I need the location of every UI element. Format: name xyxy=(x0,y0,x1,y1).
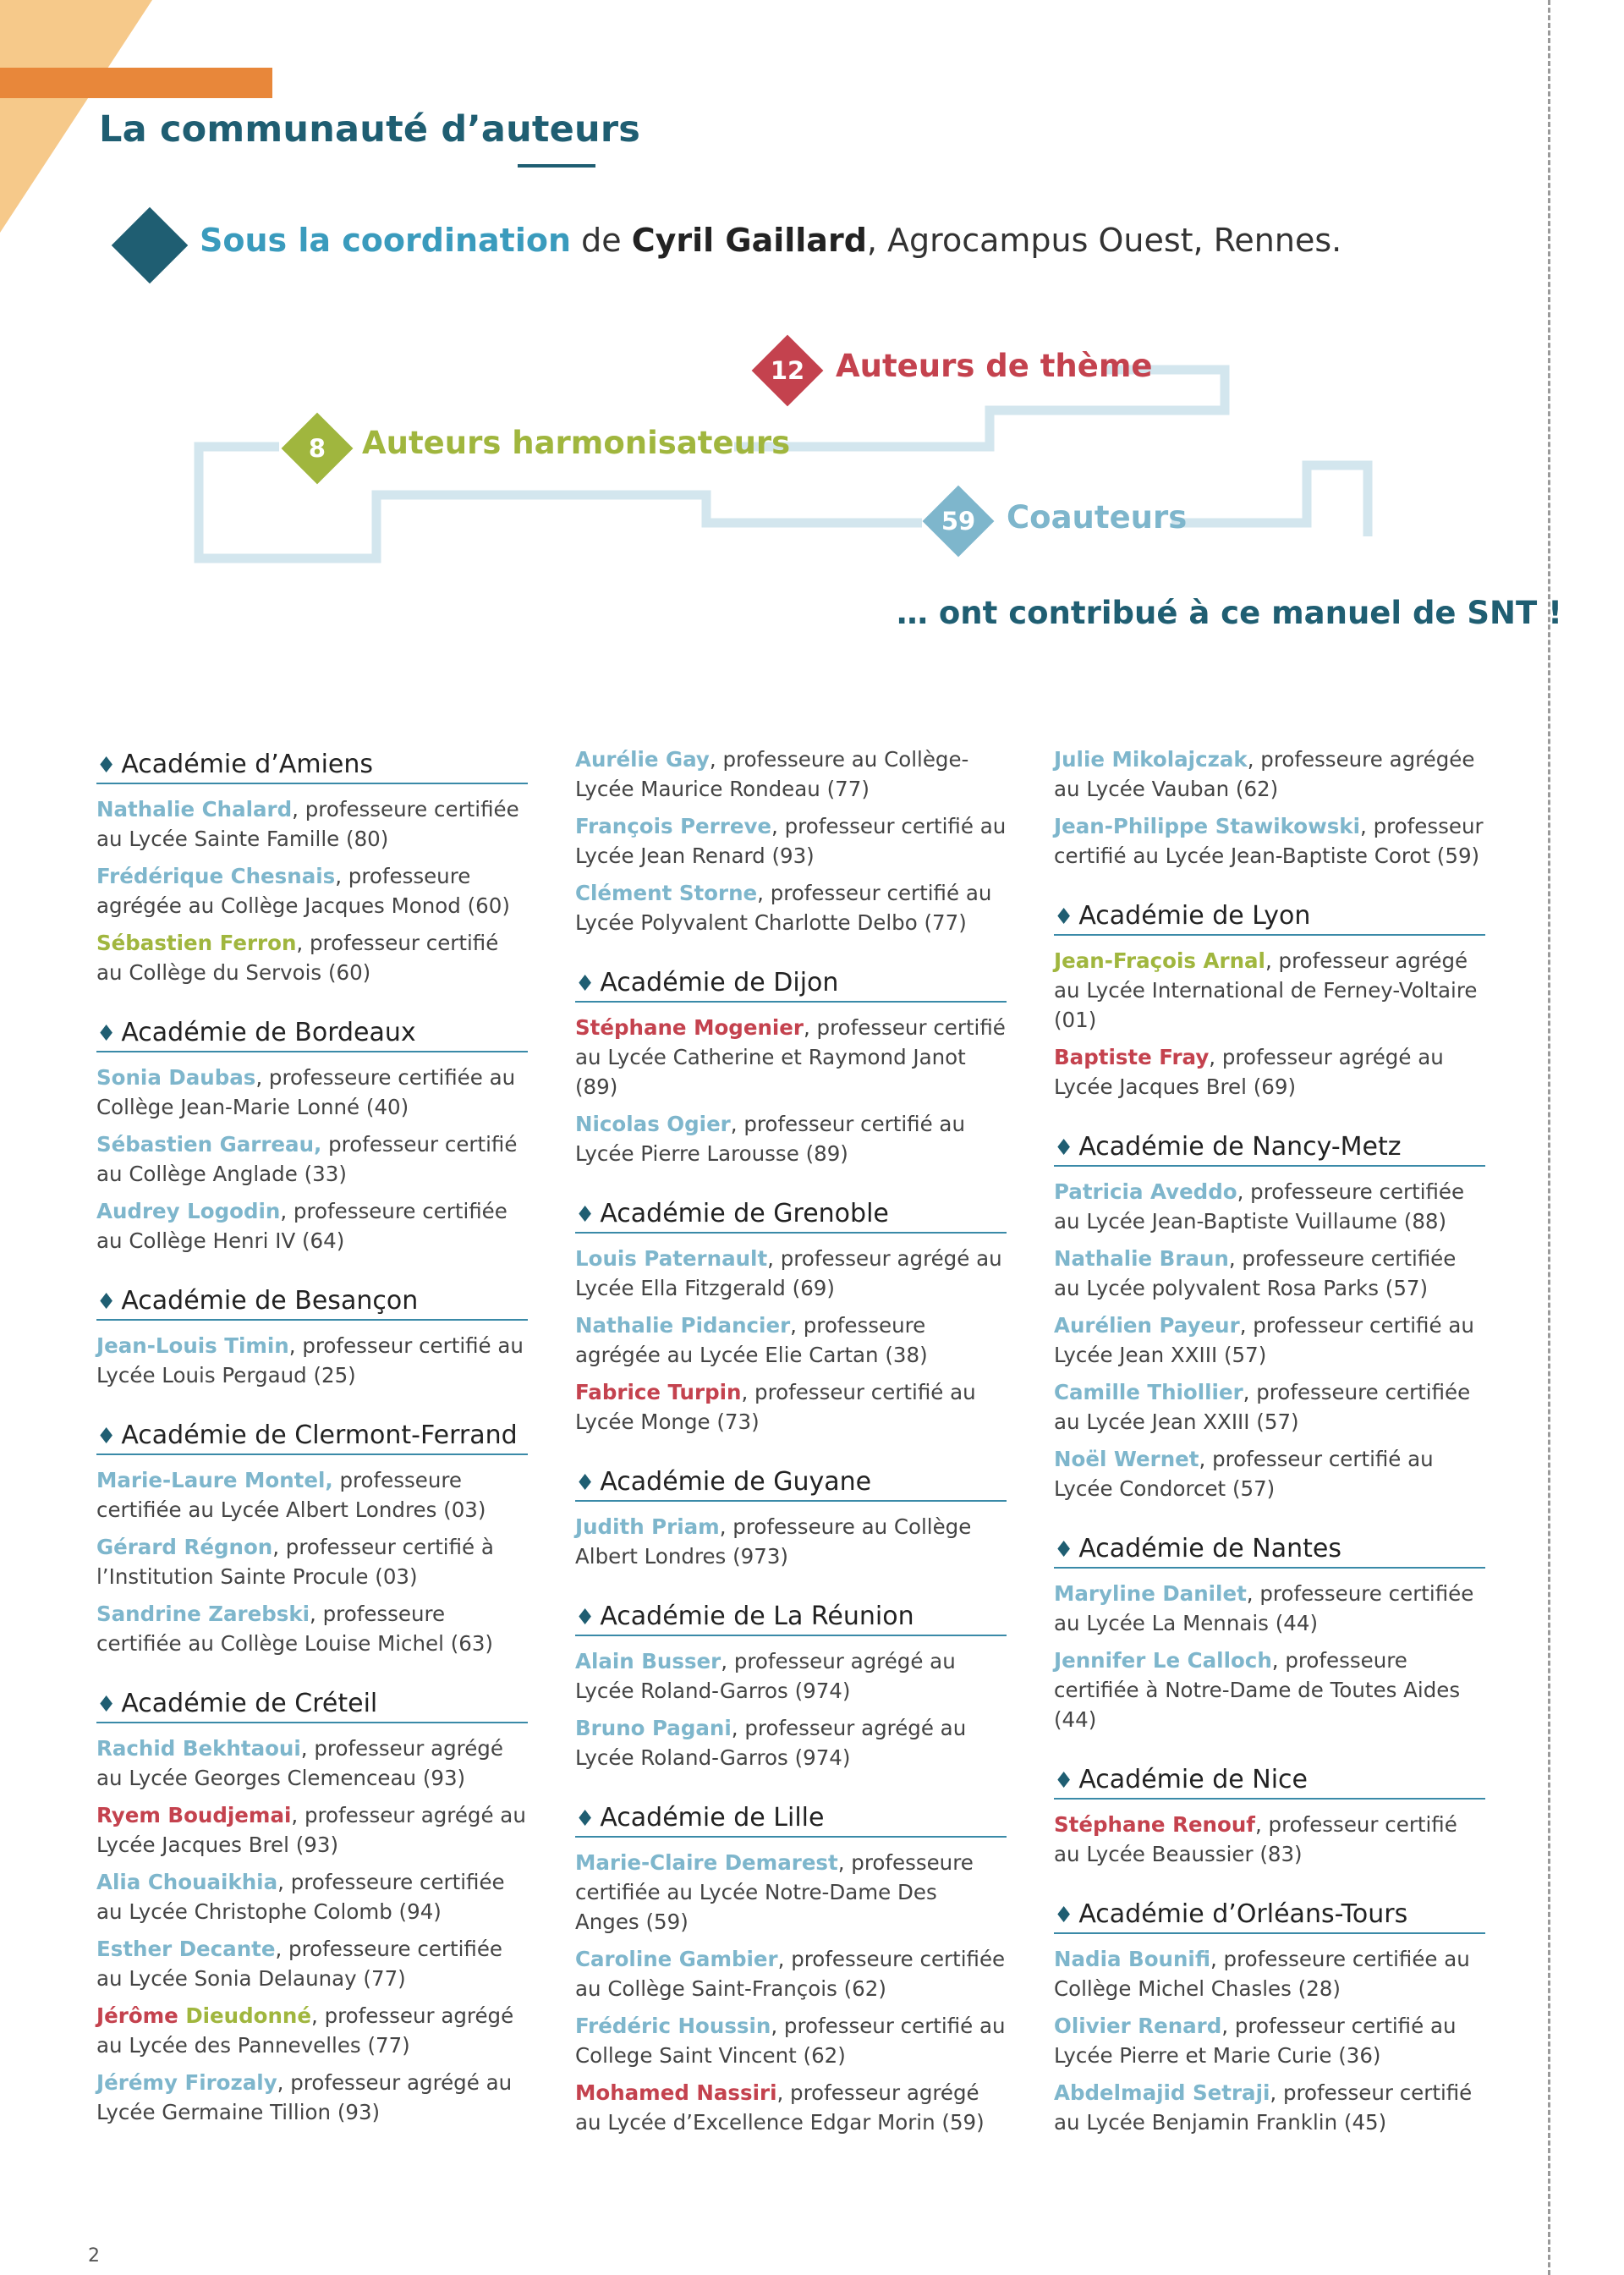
contributor-name: Rachid Bekhtaoui xyxy=(96,1736,301,1761)
contributor-role: professeur certifié au Collège Anglade (33) xyxy=(96,1132,518,1186)
contributor-name: Olivier Renard xyxy=(1054,2014,1222,2038)
contributor-entry xyxy=(1054,1177,1485,1236)
contributor-name: Jérôme xyxy=(96,2003,178,2028)
contributor-role: , professeure certifiée au Lycée Notre-Dame Des Anges (59) xyxy=(575,1850,974,1934)
contributor-name: Maryline Danilet xyxy=(1054,1581,1247,1606)
contributor-entry xyxy=(1054,811,1485,871)
coordinator-name: Cyril Gaillard xyxy=(631,222,867,259)
contributor-role: , professeur agrégé au Lycée Jacques Brel (93) xyxy=(96,1803,526,1857)
contributor-name: Nathalie Chalard xyxy=(96,797,293,822)
contributor-role: , professeur certifié à l’Institution Sainte Procule (03) xyxy=(96,1535,494,1589)
contributor-name: Marie-Laure Montel, xyxy=(96,1468,333,1492)
academy-heading-text: Académie d’Orléans-Tours xyxy=(1078,1899,1408,1929)
contributor-name: Alia Chouaikhia xyxy=(96,1870,278,1894)
academy-heading-text: Académie de Besançon xyxy=(121,1286,419,1316)
contributor-entry xyxy=(1054,1944,1485,2003)
contributor-name: Louis Paternault xyxy=(575,1246,768,1271)
contributor-role: , professeure agrégée au Lycée Vauban (62) xyxy=(1054,747,1475,801)
contributor-role: , professeur certifié au Lycée Benjamin Franklin (45) xyxy=(1054,2080,1473,2135)
contributor-entry xyxy=(96,1331,528,1390)
academy-heading-text: Académie de Nancy-Metz xyxy=(1078,1132,1402,1162)
contributor-entry xyxy=(575,1311,1007,1370)
contributor-entry xyxy=(96,928,528,987)
contributor-name: Bruno Pagani xyxy=(575,1716,732,1740)
contributor-role: , professeur certifié au Lycée Polyvalent Charlotte Delbo (77) xyxy=(575,881,992,935)
contributor-name: Stéphane Mogenier xyxy=(575,1015,804,1040)
contributor-entry xyxy=(96,1129,528,1189)
contributor-entry xyxy=(96,1196,528,1256)
academy-heading-text: Académie de La Réunion xyxy=(600,1602,914,1631)
contributor-name: Camille Thiollier xyxy=(1054,1380,1243,1404)
contributor-entry xyxy=(96,1734,528,1793)
contributor-entry xyxy=(96,1532,528,1591)
contributor-entry xyxy=(96,1599,528,1658)
academy-heading xyxy=(96,1286,528,1321)
academy-heading xyxy=(575,1199,1007,1234)
contributor-role: , professeure certifiée au Lycée Christophe Colomb (94) xyxy=(96,1870,505,1924)
contributor-entry xyxy=(575,745,1007,804)
contributor-entry xyxy=(1054,1244,1485,1303)
contributor-entry xyxy=(96,2068,528,2127)
contributor-role: , professeur agrégé au Lycée Roland-Garros (974) xyxy=(575,1649,956,1703)
contributor-name: Alain Busser xyxy=(575,1649,721,1673)
contribution-tagline: … ont contribué à ce manuel de SNT ! xyxy=(897,595,1563,631)
contributor-role: , professeur certifié au Collège du Servois (60) xyxy=(96,931,499,985)
contributor-name: Stéphane Renouf xyxy=(1054,1812,1255,1837)
contributor-entry xyxy=(1054,745,1485,804)
diamond-bullet-icon: ♦ xyxy=(96,753,117,778)
contributor-role: , professeur agrégé au Lycée Georges Clemenceau (93) xyxy=(96,1736,503,1790)
contributor-name: Julie Mikolajczak xyxy=(1054,747,1248,772)
academy-heading-text: Académie de Grenoble xyxy=(600,1199,889,1228)
contributor-entry xyxy=(575,1944,1007,2003)
contributors-column-2 xyxy=(575,745,1007,2145)
contributor-entry xyxy=(96,1934,528,1993)
contributor-name: Jérémy Firozaly xyxy=(96,2070,277,2095)
contributor-name: Marie-Claire Demarest xyxy=(575,1850,838,1875)
contributor-role: , professeur agrégé au Lycée des Pannevelles (77) xyxy=(96,2003,514,2058)
diamond-bullet-icon: ♦ xyxy=(96,1289,117,1315)
academy-heading-text: Académie de Créteil xyxy=(121,1689,378,1718)
diamond-bullet-icon: ♦ xyxy=(1054,1903,1074,1928)
academy-heading xyxy=(575,1803,1007,1838)
contributor-role: , professeur certifié au Lycée Louis Pergaud (25) xyxy=(96,1333,524,1388)
contributor-entry xyxy=(1054,1377,1485,1437)
contributor-role: , professeur certifié au Lycée Jean XXIII (57) xyxy=(1054,1313,1474,1367)
contributor-name: Judith Priam xyxy=(575,1514,720,1539)
academy-heading xyxy=(96,1018,528,1052)
contributor-role: , professeur certifié au Lycée Beaussier (83) xyxy=(1054,1812,1457,1866)
contributor-role: , professeur certifié au Lycée Pierre Larousse (89) xyxy=(575,1112,965,1166)
contributor-role: , professeure agrégée au Collège Jacques Monod (60) xyxy=(96,864,510,918)
contributor-role: , professeur agrégé au Lycée Roland-Garros (974) xyxy=(575,1716,967,1770)
contributor-name: Ryem Boudjemai xyxy=(96,1803,292,1827)
contributor-role: , professeure certifiée à Notre-Dame de Toutes Aides (44) xyxy=(1054,1648,1461,1732)
contributor-entry xyxy=(1054,946,1485,1035)
academy-heading xyxy=(1054,1899,1485,1934)
academy-heading-text: Académie de Bordeaux xyxy=(121,1018,416,1047)
contributor-entry xyxy=(575,1244,1007,1303)
contributor-name: Nicolas Ogier xyxy=(575,1112,731,1136)
contributor-name: Sébastien Garreau, xyxy=(96,1132,322,1157)
harmonisateurs-count: 8 xyxy=(308,434,326,463)
contributor-entry xyxy=(96,1063,528,1122)
diamond-bullet-icon: ♦ xyxy=(1054,1768,1074,1794)
contributor-entry xyxy=(96,2001,528,2060)
contributor-entry xyxy=(575,878,1007,937)
theme-label: Auteurs de thème xyxy=(836,348,1153,384)
academy-heading-text: Académie de Clermont-Ferrand xyxy=(121,1421,518,1450)
contributor-role: , professeur certifié au Lycée Monge (73) xyxy=(575,1380,976,1434)
diamond-bullet-icon: ♦ xyxy=(1054,1537,1074,1563)
contributors-column-1 xyxy=(96,745,528,2135)
contributor-name: Caroline Gambier xyxy=(575,1947,778,1971)
contributor-name: Nathalie Pidancier xyxy=(575,1313,791,1338)
academy-heading-text: Académie de Nice xyxy=(1078,1765,1309,1794)
contributor-entry xyxy=(575,1377,1007,1437)
page-edge-dashed-line xyxy=(1548,0,1550,2275)
contributor-name: Jennifer Le Calloch xyxy=(1054,1648,1272,1673)
contributor-entry xyxy=(96,1465,528,1525)
contributor-role: , professeure certifiée au Lycée Jean-Baptiste Vuillaume (88) xyxy=(1054,1179,1465,1234)
contributor-entry xyxy=(575,1013,1007,1102)
title-underline xyxy=(518,164,595,168)
contributor-name: Clément Storne xyxy=(575,881,758,905)
diamond-bullet-icon: ♦ xyxy=(575,1202,595,1228)
contributor-entry xyxy=(575,2011,1007,2070)
contributor-role: , professeure certifiée au Lycée polyvalent Rosa Parks (57) xyxy=(1054,1246,1457,1300)
academy-heading xyxy=(1054,1132,1485,1167)
diamond-bullet-icon: ♦ xyxy=(575,1806,595,1832)
academy-heading xyxy=(1054,1765,1485,1800)
contributor-name: Baptiste Fray xyxy=(1054,1045,1210,1069)
contributor-name: Mohamed Nassiri xyxy=(575,2080,777,2105)
academy-heading xyxy=(1054,1534,1485,1569)
contributor-entry xyxy=(96,1867,528,1926)
academy-heading-text: Académie d’Amiens xyxy=(121,750,373,779)
contributor-entry xyxy=(575,1512,1007,1571)
contributor-entry xyxy=(575,1713,1007,1772)
contributor-name: Sandrine Zarebski xyxy=(96,1602,310,1626)
diamond-bullet-icon: ♦ xyxy=(575,1470,595,1496)
academy-heading xyxy=(575,1467,1007,1502)
contributor-entry xyxy=(1054,1646,1485,1734)
contributor-role: , professeur certifié au College Saint Vincent (62) xyxy=(575,2014,1006,2068)
contributor-name: Dieudonné xyxy=(178,2003,311,2028)
page-title: La communauté d’auteurs xyxy=(99,108,641,151)
contributor-role: , professeure agrégée au Lycée Elie Cartan (38) xyxy=(575,1313,928,1367)
academy-heading-text: Académie de Guyane xyxy=(600,1467,872,1497)
coauteurs-label: Coauteurs xyxy=(1007,499,1188,536)
contributor-name: Fabrice Turpin xyxy=(575,1380,742,1404)
coordination-line xyxy=(200,222,1341,259)
harmonisateurs-label: Auteurs harmonisateurs xyxy=(362,425,791,461)
contributor-name: Abdelmajid Setraji xyxy=(1054,2080,1270,2105)
contributor-name: Noël Wernet xyxy=(1054,1447,1199,1471)
contributor-name: Frédéric Houssin xyxy=(575,2014,771,2038)
academy-heading-text: Académie de Dijon xyxy=(600,968,839,997)
coordination-affiliation: , Agrocampus Ouest, Rennes. xyxy=(866,222,1342,259)
contributor-role: , professeure certifiée au Lycée Sonia Delaunay (77) xyxy=(96,1937,502,1991)
contributor-name: Sébastien Ferron xyxy=(96,931,297,955)
contributor-name: Aurélien Payeur xyxy=(1054,1313,1240,1338)
contributor-entry xyxy=(96,794,528,854)
contributor-name: Jean-Philippe Stawikowski xyxy=(1054,814,1360,838)
contributor-role: , professeure au Collège Albert Londres (973) xyxy=(575,1514,972,1569)
diamond-bullet-icon: ♦ xyxy=(96,1692,117,1717)
academy-heading xyxy=(575,968,1007,1003)
contributor-name: Frédérique Chesnais xyxy=(96,864,336,888)
contributor-name: Jean-Fraçois Arnal xyxy=(1054,948,1265,973)
contributor-entry xyxy=(1054,1579,1485,1638)
academy-heading xyxy=(1054,901,1485,936)
contributor-role: , professeur agrégé au Lycée International de Ferney-Voltaire (01) xyxy=(1054,948,1478,1032)
contributor-role: , professeur agrégé au Lycée Ella Fitzgerald (69) xyxy=(575,1246,1002,1300)
contributor-role: , professeure certifiée au Lycée La Mennais (44) xyxy=(1054,1581,1474,1635)
contributor-role: , professeure certifiée au Collège Saint-François (62) xyxy=(575,1947,1006,2001)
contributor-entry xyxy=(575,1646,1007,1706)
diamond-bullet-icon: ♦ xyxy=(575,971,595,997)
contributor-role: , professeur agrégé au Lycée Germaine Tillion (93) xyxy=(96,2070,513,2124)
contributor-name: Nathalie Braun xyxy=(1054,1246,1229,1271)
contributor-name: Gérard Régnon xyxy=(96,1535,273,1559)
corner-bar-decoration xyxy=(0,68,272,98)
academy-heading xyxy=(96,1421,528,1455)
contributor-entry xyxy=(1054,1311,1485,1370)
contributor-role: , professeur certifié au Lycée Pierre et Marie Curie (36) xyxy=(1054,2014,1457,2068)
contributor-name: Nadia Bounifi xyxy=(1054,1947,1210,1971)
coordination-highlight: Sous la coordination xyxy=(200,222,572,259)
contributor-role: , professeure certifiée au Lycée Jean XXIII (57) xyxy=(1054,1380,1471,1434)
contributor-name: Audrey Logodin xyxy=(96,1199,281,1223)
contributor-role: , professeur certifié au Lycée Catherine et Raymond Janot (89) xyxy=(575,1015,1006,1099)
contributor-role: , professeure certifiée au Collège Henri IV (64) xyxy=(96,1199,508,1253)
contributor-name: Esther Decante xyxy=(96,1937,276,1961)
contributor-entry xyxy=(1054,1042,1485,1102)
contributor-name: Sonia Daubas xyxy=(96,1065,256,1090)
contributor-name: Jean-Louis Timin xyxy=(96,1333,289,1358)
diamond-bullet-icon: ♦ xyxy=(1054,904,1074,930)
coauteurs-count: 59 xyxy=(941,507,976,536)
theme-count: 12 xyxy=(770,356,805,385)
diamond-bullet-icon: ♦ xyxy=(96,1424,117,1449)
contributors-column-3 xyxy=(1054,745,1485,2145)
contributor-entry xyxy=(575,1848,1007,1937)
contributor-role: , professeure au Collège-Lycée Maurice Rondeau (77) xyxy=(575,747,969,801)
contributor-role: , professeure certifiée au Lycée Sainte Famille (80) xyxy=(96,797,519,851)
connector-line-right xyxy=(1171,465,1368,536)
diamond-bullet-icon: ♦ xyxy=(1054,1135,1074,1161)
contributor-role: , professeur certifié au Lycée Jean-Baptiste Corot (59) xyxy=(1054,814,1484,868)
contributor-role: , professeur certifié au Lycée Jean Renard (93) xyxy=(575,814,1007,868)
coordination-mid: de xyxy=(581,222,622,259)
contributor-entry xyxy=(1054,2011,1485,2070)
contributor-entry xyxy=(575,811,1007,871)
contributor-entry xyxy=(96,861,528,920)
contributor-role: , professeure certifiée au Collège Michel Chasles (28) xyxy=(1054,1947,1470,2001)
contributor-name: François Perreve xyxy=(575,814,772,838)
contributor-entry xyxy=(1054,2078,1485,2137)
contributor-entry xyxy=(575,2078,1007,2137)
contributor-role: , professeur agrégé au Lycée Jacques Brel (69) xyxy=(1054,1045,1444,1099)
contributor-role: professeure certifiée au Lycée Albert Londres (03) xyxy=(96,1468,486,1522)
contributor-role: , professeure certifiée au Collège Louise Michel (63) xyxy=(96,1602,493,1656)
academy-heading xyxy=(96,750,528,784)
page-number: 2 xyxy=(88,2245,100,2267)
academy-heading-text: Académie de Nantes xyxy=(1078,1534,1341,1563)
contributor-role: , professeur agrégé au Lycée d’Excellence Edgar Morin (59) xyxy=(575,2080,985,2135)
contributor-entry xyxy=(96,1800,528,1860)
contributor-name: Patricia Aveddo xyxy=(1054,1179,1237,1204)
contributor-role: , professeur certifié au Lycée Condorcet (57) xyxy=(1054,1447,1434,1501)
contributor-entry xyxy=(1054,1810,1485,1869)
academy-heading-text: Académie de Lille xyxy=(600,1803,825,1833)
contributor-entry xyxy=(1054,1444,1485,1503)
academy-heading-text: Académie de Lyon xyxy=(1078,901,1311,931)
academy-heading xyxy=(575,1602,1007,1636)
diamond-bullet-icon: ♦ xyxy=(96,1021,117,1047)
contributor-entry xyxy=(575,1109,1007,1168)
contributor-name: Aurélie Gay xyxy=(575,747,710,772)
diamond-bullet-icon: ♦ xyxy=(575,1605,595,1630)
contributor-role: , professeure certifiée au Collège Jean-Marie Lonné (40) xyxy=(96,1065,516,1119)
academy-heading xyxy=(96,1689,528,1723)
